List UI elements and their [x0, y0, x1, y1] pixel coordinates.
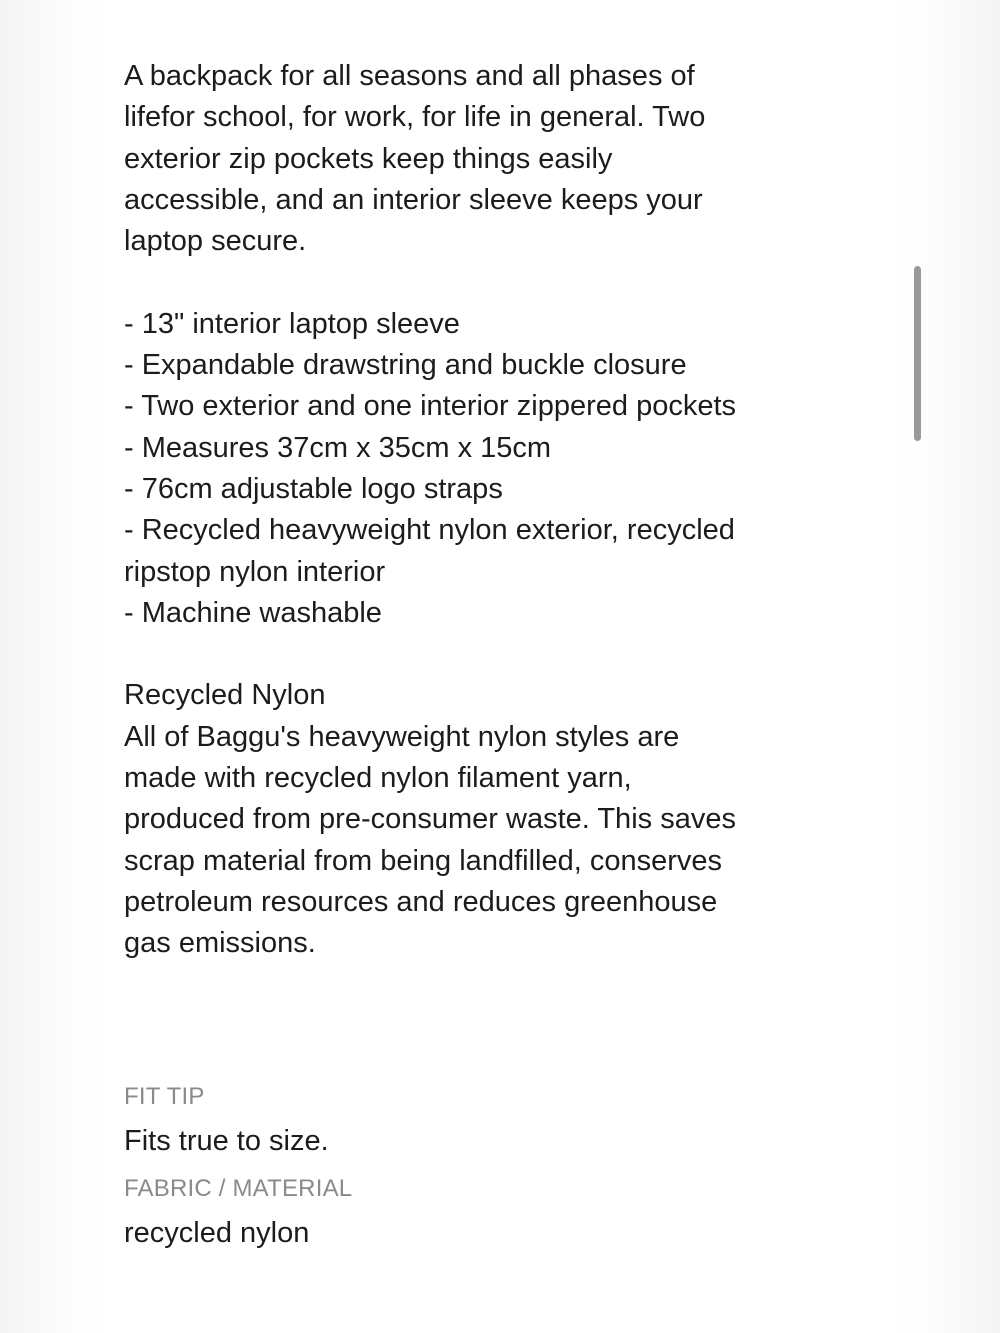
intro-paragraph — [124, 56, 854, 262]
material-line: made with recycled nylon filament yarn, — [124, 762, 632, 795]
intro-line: A backpack for all seasons and all phases of — [124, 60, 695, 92]
material-line: All of Baggu's heavyweight nylon styles are — [124, 720, 680, 753]
material-line: petroleum resources and reduces greenhouse — [124, 885, 718, 918]
intro-line: laptop secure. — [124, 225, 307, 258]
description-content — [124, 56, 854, 965]
feature-item: - Recycled heavyweight nylon exterior, recycled — [124, 514, 735, 547]
feature-item: - Expandable drawstring and buckle closure — [124, 349, 687, 382]
material-line: scrap material from being landfilled, conserves — [124, 844, 722, 877]
material-section-title: Recycled Nylon — [124, 679, 326, 712]
feature-item: - 13" interior laptop sleeve — [124, 307, 460, 340]
feature-item: - 76cm adjustable logo straps — [124, 472, 503, 505]
fit-tip-value: Fits true to size. — [124, 1125, 329, 1157]
fabric-material-label: FABRIC / MATERIAL — [124, 1175, 353, 1202]
feature-list — [124, 304, 854, 634]
intro-line: accessible, and an interior sleeve keeps your — [124, 183, 703, 216]
feature-item: ripstop nylon interior — [124, 555, 386, 588]
intro-line: exterior zip pockets keep things easily — [124, 142, 613, 175]
material-paragraph — [124, 717, 854, 965]
material-line: gas emissions. — [124, 927, 316, 960]
feature-item: - Machine washable — [124, 596, 382, 629]
scrollbar-thumb[interactable] — [914, 266, 921, 441]
fit-tip-label: FIT TIP — [124, 1083, 205, 1110]
product-details — [124, 1078, 854, 1262]
feature-item: - Two exterior and one interior zippered pockets — [124, 390, 737, 423]
intro-line: lifefor school, for work, for life in general. Two — [124, 101, 706, 134]
feature-item: - Measures 37cm x 35cm x 15cm — [124, 431, 552, 464]
fabric-material-value: recycled nylon — [124, 1217, 310, 1249]
material-line: produced from pre-consumer waste. This saves — [124, 803, 736, 836]
